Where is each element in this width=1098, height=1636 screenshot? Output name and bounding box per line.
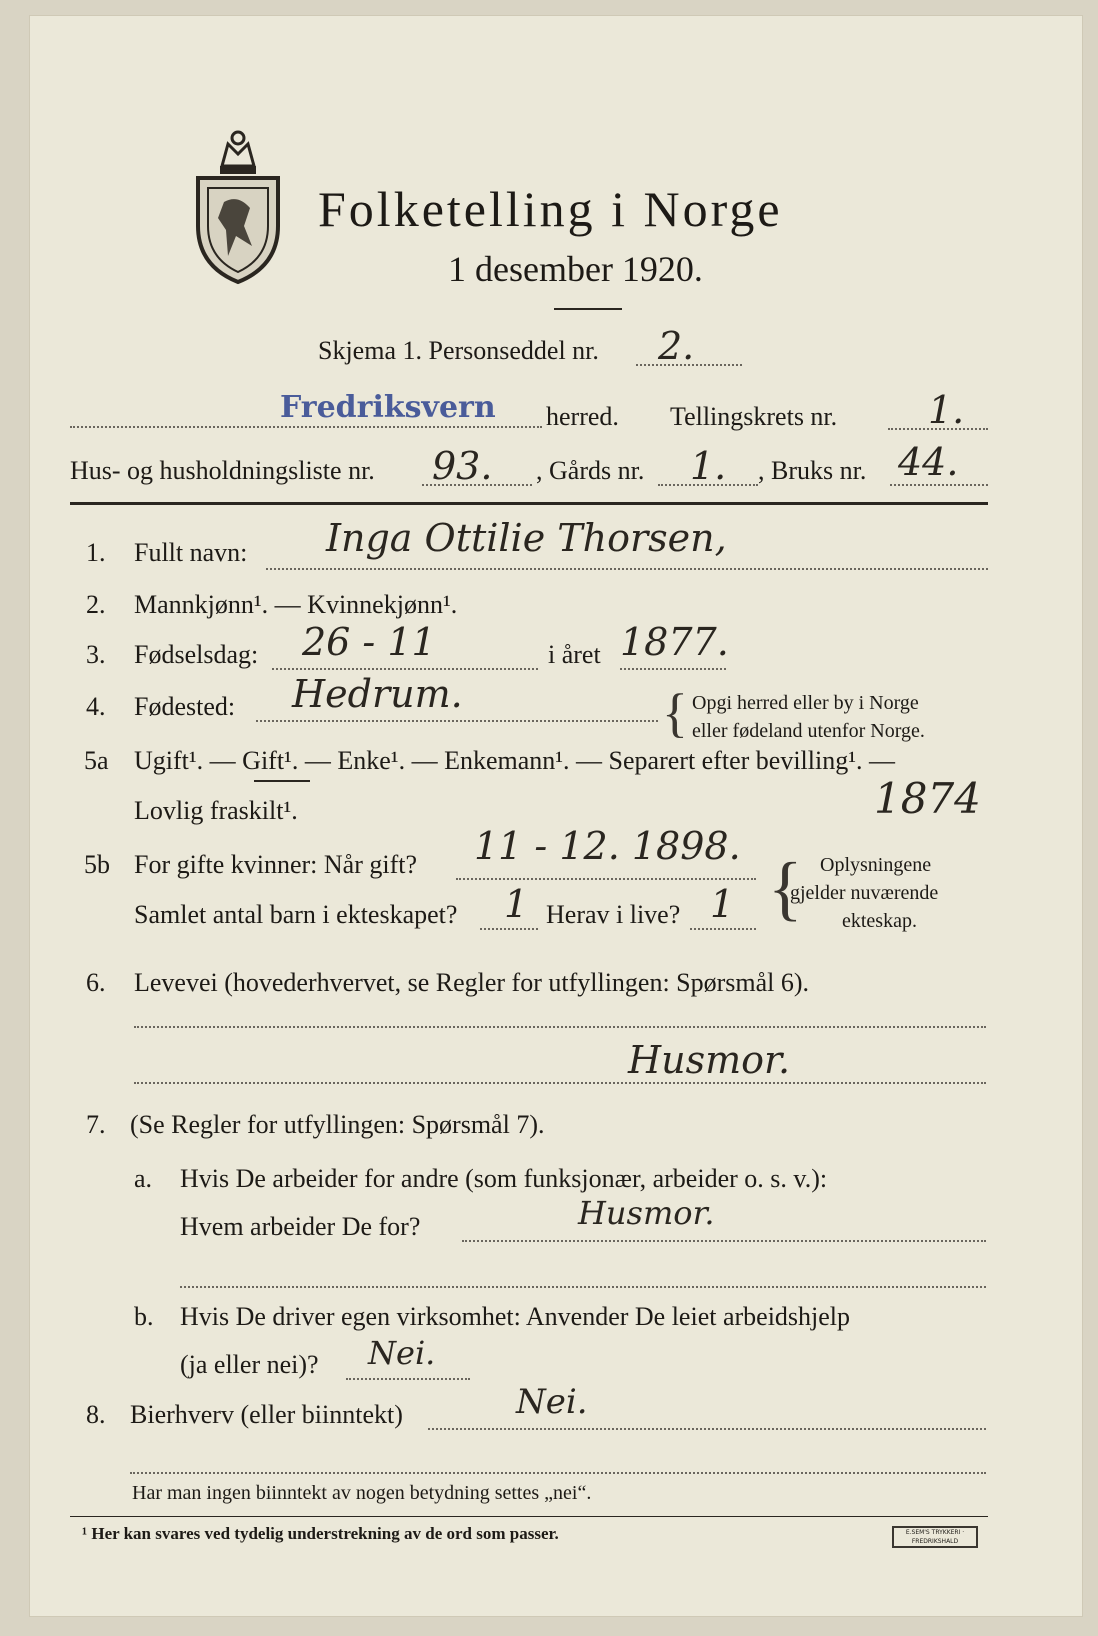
q6-number: 6. <box>86 968 106 997</box>
q5a-marital-options: Ugift¹. — Gift¹. — Enke¹. — Enkemann¹. — Separert efter bevilling¹. — <box>134 746 896 775</box>
hired-help-value: Nei. <box>368 1334 436 1372</box>
q2-sex-options: Mannkjønn¹. — Kvinnekjønn¹. <box>134 590 458 619</box>
tellingskrets-label: Tellingskrets nr. <box>670 402 838 431</box>
employer-value: Husmor. <box>578 1194 715 1232</box>
census-date: 1 desember 1920. <box>448 249 703 289</box>
printer-mark: E.SEM'S TRYKKERI · FREDRIKSHALD <box>892 1526 978 1548</box>
birthplace-value: Hedrum. <box>292 672 463 716</box>
header-rule <box>70 502 988 505</box>
q7-label: (Se Regler for utfyllingen: Spørsmål 7). <box>130 1110 545 1139</box>
children-count-value: 1 <box>504 882 529 926</box>
q5b-note-line1: Oplysningene <box>820 854 932 876</box>
herred-stamp: Fredriksvern <box>280 390 496 425</box>
q5b-note-line3: ekteskap. <box>842 910 917 932</box>
q3-year-label: i året <box>548 640 601 669</box>
skjema-label: Skjema 1. Personseddel nr. <box>318 336 599 365</box>
q4-brace: { <box>662 683 688 743</box>
herred-label: herred. <box>546 402 619 431</box>
children-alive-value: 1 <box>710 882 735 926</box>
occupation-value: Husmor. <box>628 1038 791 1082</box>
gards-number: 1. <box>690 444 727 488</box>
q7-number: 7. <box>86 1110 106 1139</box>
q8-number: 8. <box>86 1400 106 1429</box>
q7a-employer-label: Hvem arbeider De for? <box>180 1212 421 1241</box>
q4-label: Fødested: <box>134 692 236 721</box>
q7b-yesno-label: (ja eller nei)? <box>180 1350 319 1379</box>
q3-label: Fødselsdag: <box>134 640 259 669</box>
q5a-number: 5a <box>84 746 109 775</box>
gards-label: , Gårds nr. <box>536 456 645 485</box>
q7a-letter: a. <box>134 1164 153 1193</box>
bruks-number: 44. <box>898 440 959 484</box>
husholdningsliste-number: 93. <box>432 444 493 488</box>
q5b-note-line2: gjelder nuværende <box>790 882 939 904</box>
norwegian-coat-of-arms-icon <box>192 126 284 286</box>
marriage-date-value: 11 - 12. 1898. <box>474 824 741 868</box>
hus-label: Hus- og husholdningsliste nr. <box>70 456 375 485</box>
q6-occupation-label: Levevei (hovederhvervet, se Regler for utfyllingen: Spørsmål 6). <box>134 968 810 997</box>
q5b-married-label: For gifte kvinner: Når gift? <box>134 850 418 879</box>
side-income-instruction: Har man ingen biinntekt av nogen betydning settes „nei“. <box>132 1482 592 1504</box>
bruks-label: , Bruks nr. <box>758 456 867 485</box>
q7b-letter: b. <box>134 1302 154 1331</box>
q3-number: 3. <box>86 640 106 669</box>
census-form-page <box>30 16 1082 1616</box>
personseddel-number: 2. <box>658 324 695 368</box>
q8-label: Bierhverv (eller biinntekt) <box>130 1400 403 1429</box>
side-income-value: Nei. <box>516 1382 588 1422</box>
q4-note-line2: eller fødeland utenfor Norge. <box>692 720 925 742</box>
q5a-divorced-option: Lovlig fraskilt¹. <box>134 796 298 825</box>
q1-number: 1. <box>86 538 106 567</box>
title-divider <box>554 308 622 310</box>
q7a-question: Hvis De arbeider for andre (som funksjonær, arbeider o. s. v.): <box>180 1164 828 1193</box>
q7b-question: Hvis De driver egen virksomhet: Anvender De leiet arbeidshjelp <box>180 1302 851 1331</box>
q5b-brace: { <box>768 848 803 928</box>
gift-underline <box>254 780 310 782</box>
tellingskrets-number: 1. <box>928 388 965 432</box>
footnote: ¹ Her kan svares ved tydelig understrekning av de ord som passer. <box>82 1524 559 1543</box>
footnote-rule <box>70 1516 988 1517</box>
birthyear-value: 1877. <box>620 620 729 664</box>
q5b-number: 5b <box>84 850 110 879</box>
q1-label: Fullt navn: <box>134 538 248 567</box>
q5b-children-label: Samlet antal barn i ekteskapet? <box>134 900 458 929</box>
form-title: Folketelling i Norge <box>318 181 783 237</box>
birthdate-value: 26 - 11 <box>302 620 436 664</box>
q4-note-line1: Opgi herred eller by i Norge <box>692 692 919 714</box>
marginal-year-note: 1874 <box>874 774 981 823</box>
q2-number: 2. <box>86 590 106 619</box>
q4-number: 4. <box>86 692 106 721</box>
full-name-value: Inga Ottilie Thorsen, <box>326 516 727 560</box>
q5b-alive-label: Herav i live? <box>546 900 681 929</box>
